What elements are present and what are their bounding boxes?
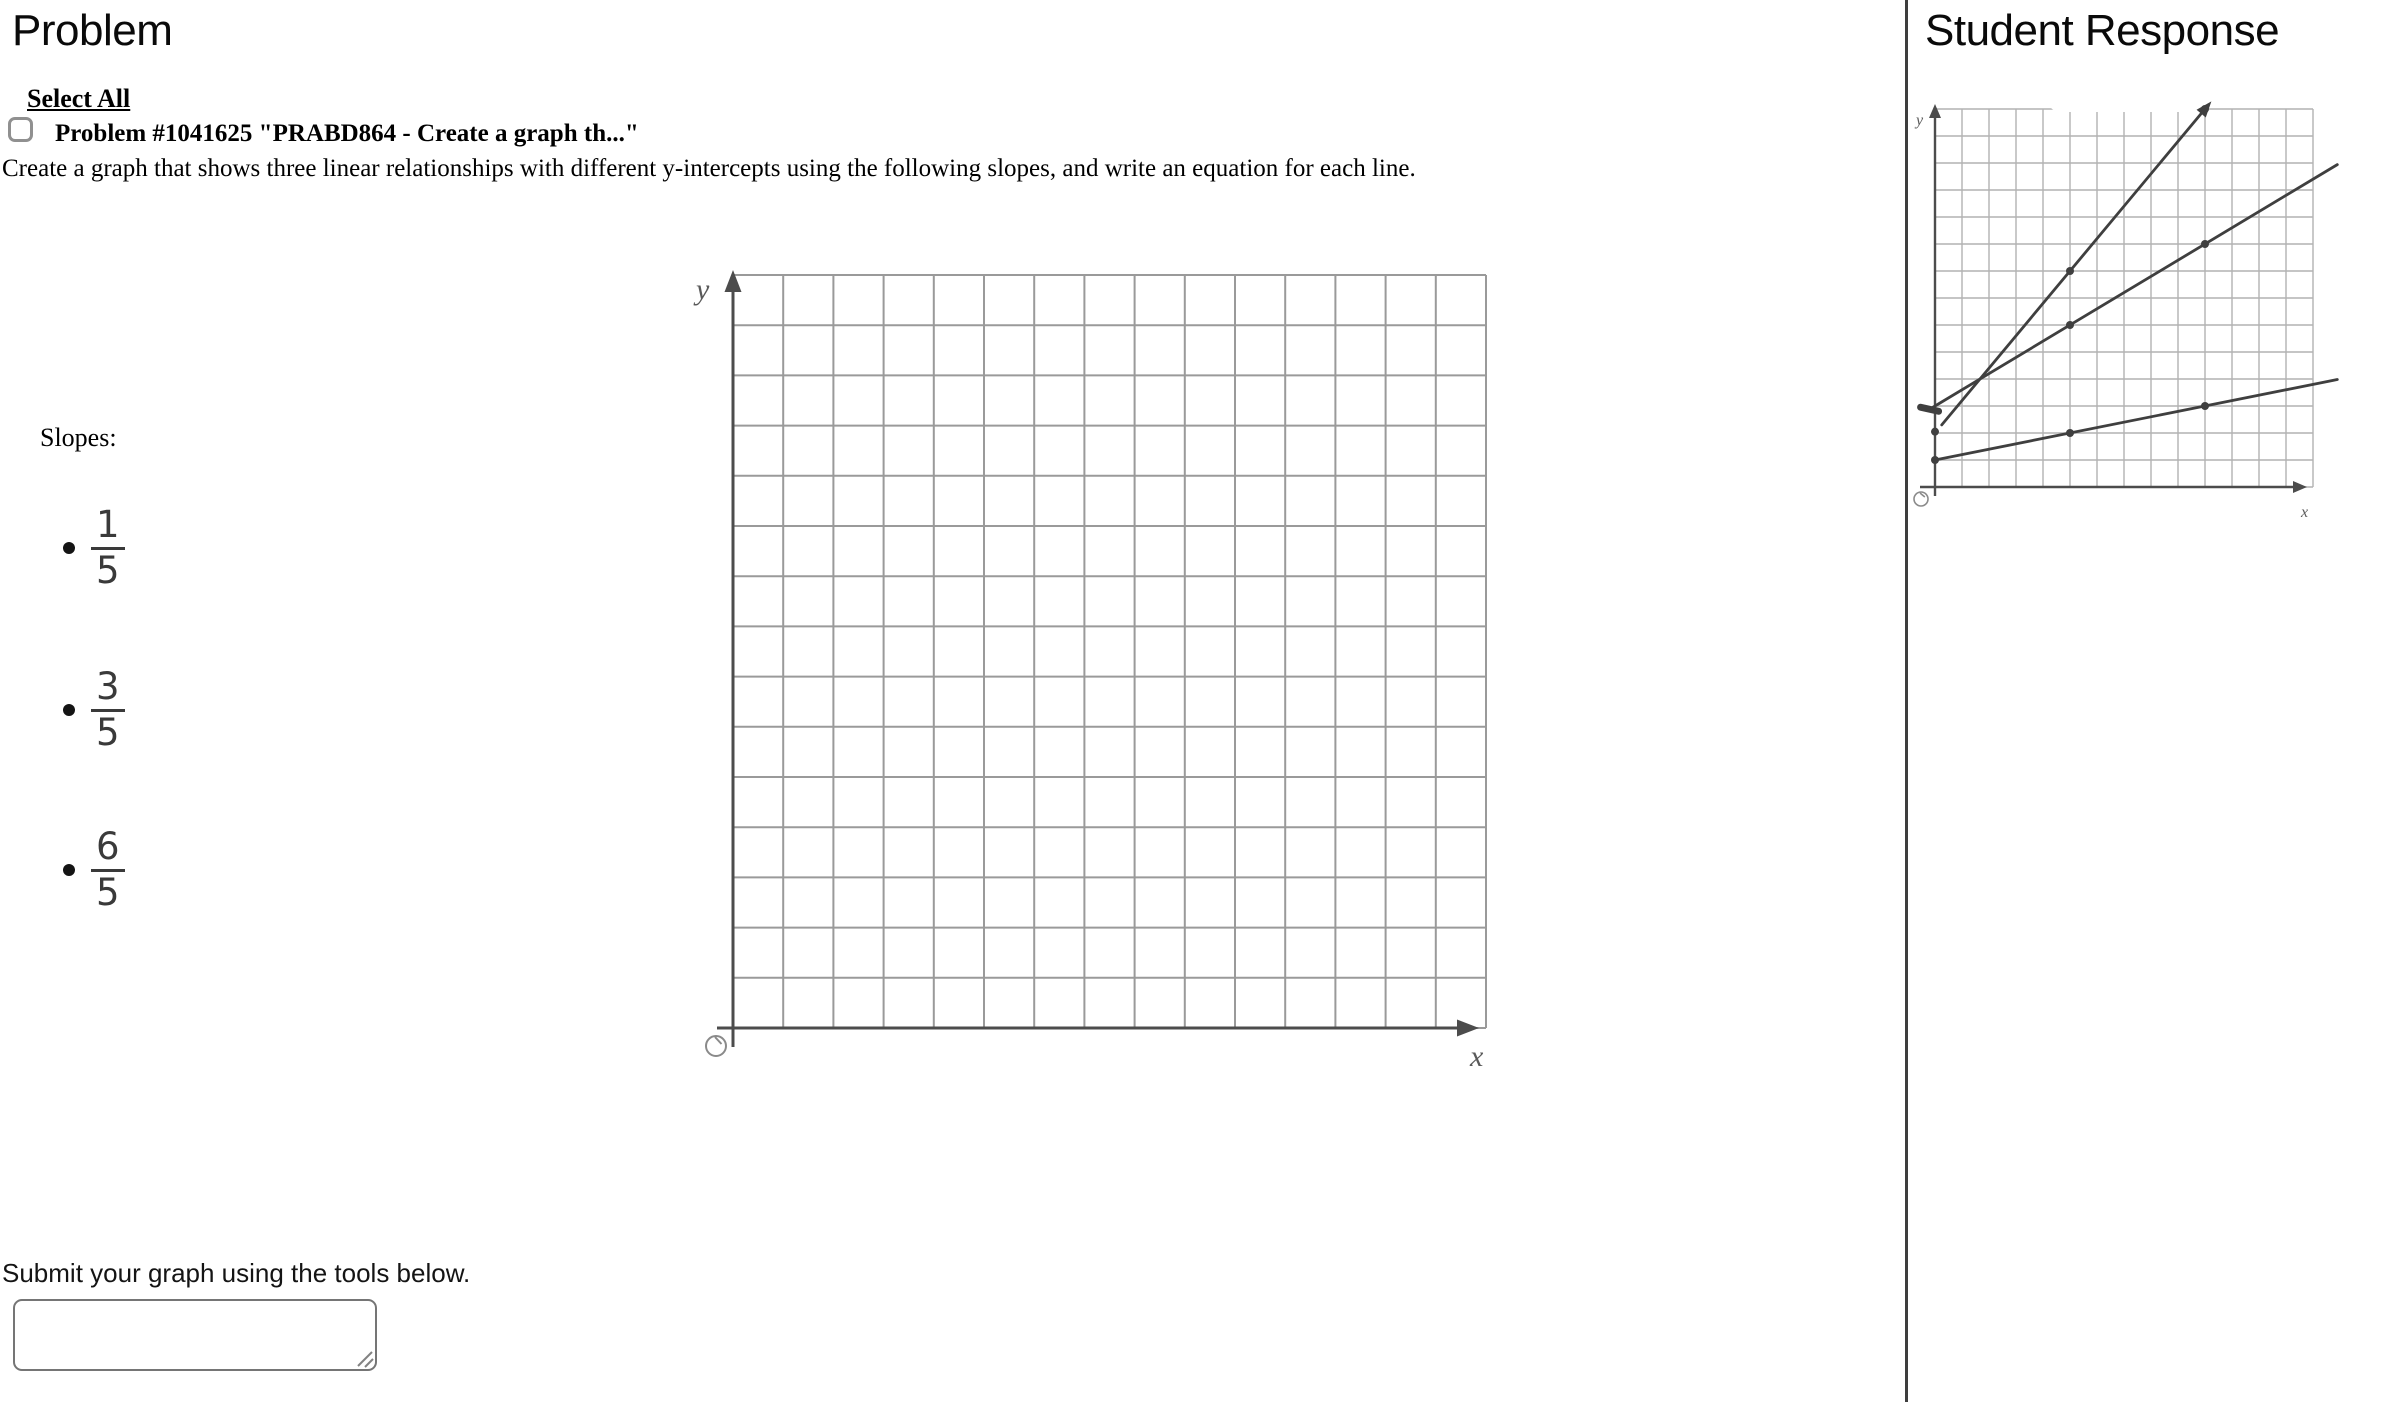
fraction-denominator: 5: [96, 710, 120, 754]
response-line: [1931, 101, 2211, 435]
grid-lines: [733, 275, 1486, 1028]
axes: [717, 270, 1479, 1047]
problem-instructions: Create a graph that shows three linear relationships with different y-intercepts using the following slopes, and write an equation for each line.: [2, 155, 1416, 182]
slope-item: [63, 827, 125, 913]
select-all-link[interactable]: Select All: [27, 84, 131, 113]
slope-item: [63, 505, 125, 591]
y-axis-label: y: [1916, 112, 1924, 129]
bullet-icon: [63, 542, 75, 554]
fraction-numerator: 3: [91, 667, 125, 712]
submit-prompt: Submit your graph using the tools below.: [2, 1258, 471, 1288]
problem-header: Problem #1041625 "PRABD864 - Create a graph th...": [55, 120, 639, 147]
bullet-icon: [63, 864, 75, 876]
slopes-label: Slopes:: [40, 423, 117, 452]
origin-label: [706, 1036, 726, 1056]
resize-grip-lines: [358, 1352, 373, 1367]
resize-handle-icon[interactable]: [350, 1344, 376, 1370]
fraction-denominator: 5: [96, 870, 120, 914]
white-overlay-artifact: [2048, 88, 2206, 112]
bullet-icon: [63, 704, 75, 716]
x-axis-label: x: [2301, 504, 2309, 521]
origin-label: [1914, 492, 1928, 506]
fraction-numerator: 6: [91, 827, 125, 872]
grid-lines: [1935, 109, 2313, 487]
fraction-value: [91, 505, 125, 591]
select-all-clipped-text: [27, 84, 167, 113]
problem-blank-graph: [690, 255, 1502, 1077]
answer-textarea[interactable]: [13, 1299, 377, 1371]
fraction-value: [91, 827, 125, 913]
student-response-graph: [1908, 85, 2356, 527]
student-response-title: Student Response: [1925, 6, 2280, 55]
response-line: [1931, 380, 2337, 464]
problem-panel-title: Problem: [12, 6, 173, 55]
fraction-denominator: 5: [96, 548, 120, 592]
x-axis-label: x: [1470, 1040, 1484, 1073]
fraction-value: [91, 667, 125, 753]
slope-item: [63, 667, 125, 753]
fraction-numerator: 1: [91, 505, 125, 550]
y-axis-label: y: [696, 273, 710, 306]
problem-checkbox[interactable]: [8, 117, 33, 142]
